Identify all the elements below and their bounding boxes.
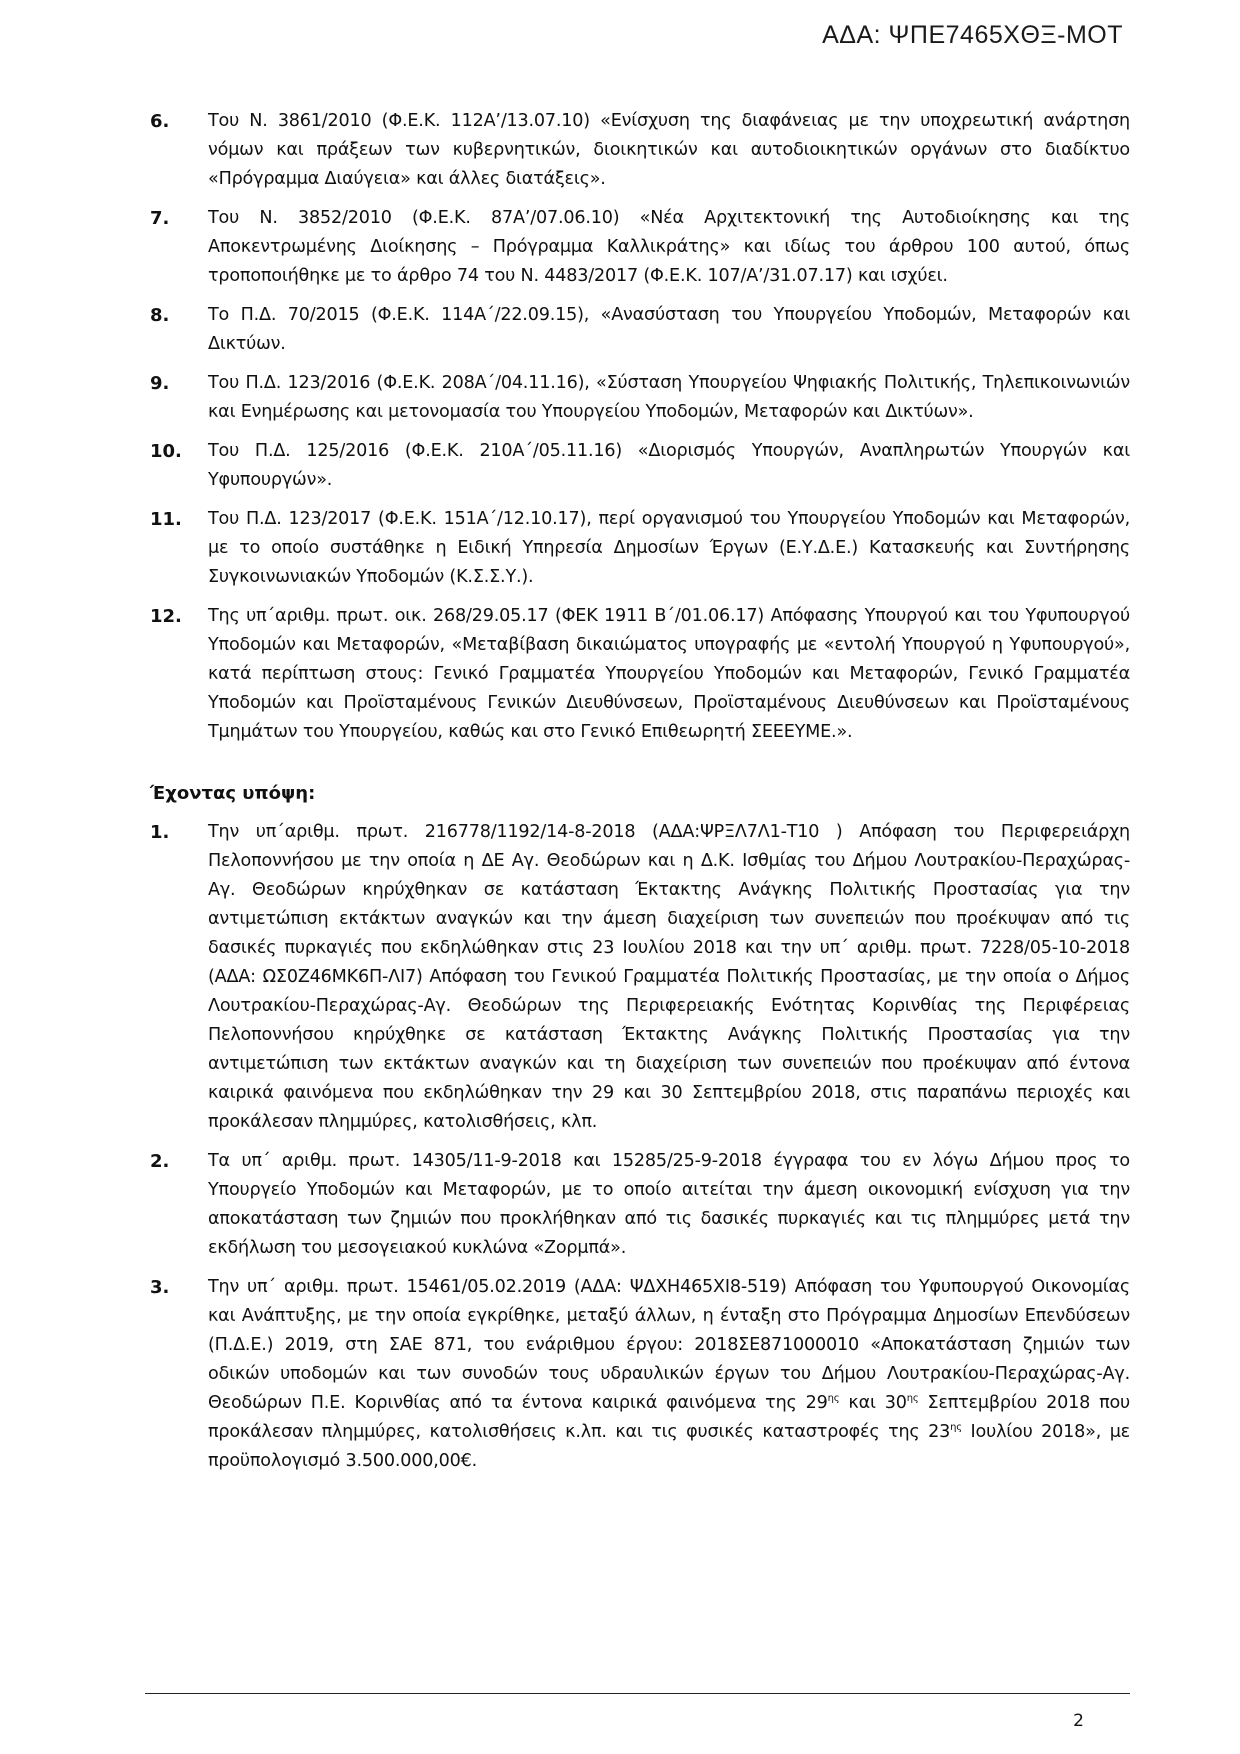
ada-code: ΑΔΑ: ΨΠΕ7465ΧΘΞ-ΜΟΤ: [822, 21, 1123, 49]
item-number: 7.: [150, 208, 170, 229]
item-number: 12.: [150, 606, 182, 627]
ordinal-suffix: ης: [827, 1393, 840, 1404]
item-text: Του Ν. 3852/2010 (Φ.Ε.Κ. 87Α’/07.06.10) «Νέα Αρχιτεκτονική της Αυτοδιοίκησης και της Αποκεντρωμένης Διοίκησης – Πρόγραμμα Καλλικράτης» και ιδίως του άρθρου 100 αυτού, όπως τροποποιήθηκε με το άρθρο 74 του Ν. 4483/2017 (Φ.Ε.Κ. 107/Α’/31.07.17) και ισχύει.: [208, 208, 1130, 286]
considering-item: [150, 1147, 1130, 1263]
item-text-part: Την υπ΄ αριθμ. πρωτ. 15461/05.02.2019 (ΑΔΑ: ΨΔΧΗ465ΧΙ8-519) Απόφαση του Υφυπουργού Οικονομίας και Ανάπτυξης, με την οποία εγκρίθηκε, μεταξύ άλλων, η ένταξη στο Πρόγραμμα Δημοσίων Επενδύσεων (Π.Δ.Ε.) 2019, στη ΣΑΕ 871, του ενάριθμου έργου: 2018ΣΕ871000010 «Αποκατάσταση ζημιών των οδικών υποδομών και των συνοδών τους υδραυλικών έργων του Δήμου Λουτρακίου-Περαχώρας-Αγ. Θεοδώρων Π.Ε. Κορινθίας από τα έντονα καιρικά φαινόμενα της 29: [208, 1277, 1130, 1413]
legal-basis-item: [150, 107, 1130, 194]
item-number: 2.: [150, 1151, 170, 1172]
considering-heading: Έχοντας υπόψη:: [150, 783, 316, 804]
item-text-part: και 30: [839, 1393, 907, 1413]
considering-item: [150, 818, 1130, 1137]
legal-basis-item: [150, 602, 1130, 747]
item-text: Του Ν. 3861/2010 (Φ.Ε.Κ. 112Α’/13.07.10) «Ενίσχυση της διαφάνειας με την υποχρεωτική ανάρτηση νόμων και πράξεων των κυβερνητικών, διοικητικών και αυτοδιοικητικών οργάνων στο διαδίκτυο «Πρόγραμμα Διαύγεια» και άλλες διατάξεις».: [208, 111, 1130, 189]
item-text: Την υπ΄αριθμ. πρωτ. 216778/1192/14-8-2018 (ΑΔΑ:ΨΡΞΛ7Λ1-Τ10 ) Απόφαση του Περιφερειάρχη Πελοποννήσου με την οποία η ΔΕ Αγ. Θεοδώρων και η Δ.Κ. Ισθμίας του Δήμου Λουτρακίου-Περαχώρας- Αγ. Θεοδώρων κηρύχθηκαν σε κατάσταση Έκτακτης Ανάγκης Πολιτικής Προστασίας για την αντιμετώπιση εκτάκτων αναγκών και την άμεση διαχείριση των συνεπειών που προέκυψαν από τις δασικές πυρκαγιές που εκδηλώθηκαν στις 23 Ιουλίου 2018 και την υπ΄ αριθμ. πρωτ. 7228/05-10-2018 (ΑΔΑ: ΩΣ0Ζ46ΜΚ6Π-ΛΙ7) Απόφαση του Γενικού Γραμματέα Πολιτικής Προστασίας, με την οποία ο Δήμος Λουτρακίου-Περαχώρας-Αγ. Θεοδώρων της Περιφερειακής Ενότητας Κορινθίας της Περιφέρειας Πελοποννήσου κηρύχθηκε σε κατάσταση Έκτακτης Ανάγκης Πολιτικής Προστασίας για την αντιμετώπιση των εκτάκτων αναγκών και τη διαχείριση των συνεπειών που προέκυψαν από έντονα καιρικά φαινόμενα που εκδηλώθηκαν την 29 και 30 Σεπτεμβρίου 2018, στις παραπάνω περιοχές και προκάλεσαν πλημμύρες, κατολισθήσεις, κλπ.: [208, 822, 1130, 1132]
item-text: Το Π.Δ. 70/2015 (Φ.Ε.Κ. 114Α΄/22.09.15), «Ανασύσταση του Υπουργείου Υποδομών, Μεταφορών και Δικτύων.: [208, 305, 1130, 354]
legal-basis-item: [150, 369, 1130, 427]
item-number: 9.: [150, 373, 170, 394]
legal-basis-item: [150, 505, 1130, 592]
item-text: [208, 1273, 1130, 1476]
legal-basis-item: [150, 301, 1130, 359]
item-text-part: Ιουλίου 2018», με προϋπολογισμό 3.500.000,00€.: [208, 1422, 1130, 1471]
item-number: 6.: [150, 111, 170, 132]
item-text: Της υπ΄αριθμ. πρωτ. οικ. 268/29.05.17 (ΦΕΚ 1911 Β΄/01.06.17) Απόφασης Υπουργού και του Υφυπουργού Υποδομών και Μεταφορών, «Μεταβίβαση δικαιώματος υπογραφής με «εντολή Υπουργού η Υφυπουργού», κατά περίπτωση στους: Γενικό Γραμματέα Υπουργείου Υποδομών και Μεταφορών, Γενικό Γραμματέα Υποδομών και Προϊσταμένους Γενικών Διευθύνσεων, Προϊσταμένους Διευθύνσεων και Προϊσταμένους Τμημάτων του Υπουργείου, καθώς και στο Γενικό Επιθεωρητή ΣΕΕΕΥΜΕ.».: [208, 606, 1130, 742]
ordinal-suffix: ης: [906, 1393, 919, 1404]
item-number: 10.: [150, 441, 182, 462]
item-text: Του Π.Δ. 125/2016 (Φ.Ε.Κ. 210Α΄/05.11.16) «Διορισμός Υπουργών, Αναπληρωτών Υπουργών και Υφυπουργών».: [208, 441, 1130, 490]
item-number: 3.: [150, 1277, 170, 1298]
legal-basis-item: [150, 204, 1130, 291]
document-body: [150, 107, 1130, 1486]
item-number: 1.: [150, 822, 170, 843]
footer-rule: [145, 1693, 1130, 1694]
item-text: Του Π.Δ. 123/2016 (Φ.Ε.Κ. 208Α΄/04.11.16), «Σύσταση Υπουργείου Ψηφιακής Πολιτικής, Τηλεπικοινωνιών και Ενημέρωσης και μετονομασία του Υπουργείου Υποδομών, Μεταφορών και Δικτύων».: [208, 373, 1130, 422]
item-text-part: Σεπτεμβρίου 2018 που προκάλεσαν πλημμύρες, κατολισθήσεις κ.λπ. και τις φυσικές καταστροφές της 23: [208, 1393, 1130, 1442]
item-number: 11.: [150, 509, 182, 530]
ordinal-suffix: ης: [950, 1422, 962, 1433]
considering-item: [150, 1273, 1130, 1476]
page-number: 2: [1073, 1711, 1084, 1731]
legal-basis-item: [150, 437, 1130, 495]
item-text: Του Π.Δ. 123/2017 (Φ.Ε.Κ. 151Α΄/12.10.17), περί οργανισμού του Υπουργείου Υποδομών και Μεταφορών, με το οποίο συστάθηκε η Ειδική Υπηρεσία Δημοσίων Έργων (Ε.Υ.Δ.Ε.) Κατασκευής και Συντήρησης Συγκοινωνιακών Υποδομών (Κ.Σ.Σ.Υ.).: [208, 509, 1130, 587]
item-text: Τα υπ΄ αριθμ. πρωτ. 14305/11-9-2018 και 15285/25-9-2018 έγγραφα του εν λόγω Δήμου προς το Υπουργείο Υποδομών και Μεταφορών, με το οποίο αιτείται την άμεση οικονομική ενίσχυση για την αποκατάσταση των ζημιών που προκλήθηκαν από τις δασικές πυρκαγιές και τις πλημμύρες μετά την εκδήλωση του μεσογειακού κυκλώνα «Ζορμπά».: [208, 1151, 1130, 1258]
item-number: 8.: [150, 305, 170, 326]
